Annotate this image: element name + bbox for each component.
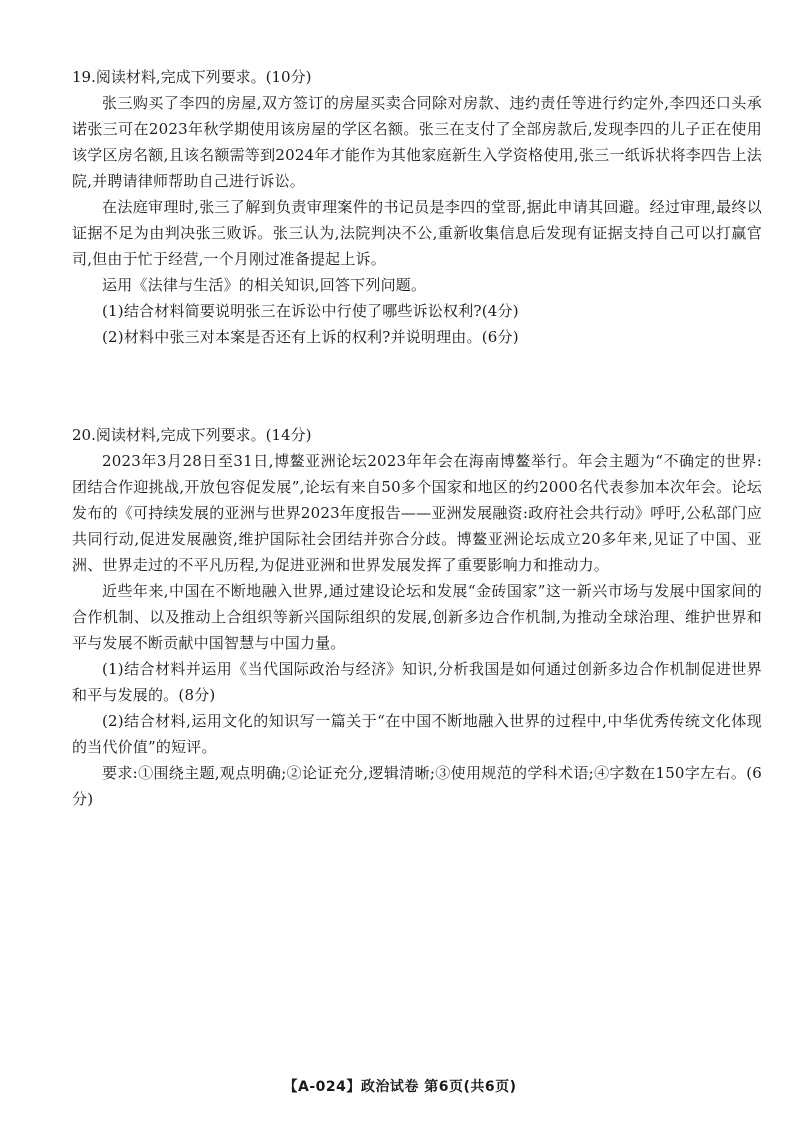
question-20-material-1: 2023年3月28日至31日,博鳌亚洲论坛2023年年会在海南博鳌举行。年会主题为“不确定的世界:团结合作迎挑战,开放包容促发展”,论坛有来自50多个国家和地区的约2000名代表参加本次年会。论坛发布的《可持续发展的亚洲与世界2023年度报告——亚洲发展融资:政府社会共行动》呼吁,公私部门应共同行动,促进发展融资,维护国际社会团结并弥合分歧。博鳌亚洲论坛成立20多年来,见证了中国、亚洲、世界走过的不平凡历程,为促进亚洲和世界发展发挥了重要影响力和推动力。: [72, 452, 762, 574]
question-20-requirements: 要求:①围绕主题,观点明确;②论证充分,逻辑清晰;③使用规范的学科术语;④字数在150字左右。(6分): [72, 764, 762, 808]
question-19-material-1: 张三购买了李四的房屋,双方签订的房屋买卖合同除对房款、违约责任等进行约定外,李四还口头承诺张三可在2023年秋学期使用该房屋的学区名额。张三在支付了全部房款后,发现李四的儿子正在使用该学区房名额,且该名额需等到2024年才能作为其他家庭新生入学资格使用,张三一纸诉状将李四告上法院,并聘请律师帮助自己进行诉讼。: [72, 94, 762, 190]
page-footer: 【A-024】政治试卷 第6页(共6页): [283, 1079, 517, 1095]
question-19-sub-2: (2)材料中张三对本案是否还有上诉的权利?并说明理由。(6分): [102, 328, 519, 346]
question-19-title: 19.阅读材料,完成下列要求。(10分): [72, 68, 312, 86]
question-20-sub-1: (1)结合材料并运用《当代国际政治与经济》知识,分析我国是如何通过创新多边合作机制促进世界和平与发展的。(8分): [72, 660, 762, 704]
question-20-material-2: 近些年来,中国在不断地融入世界,通过建设论坛和发展“金砖国家”这一新兴市场与发展中国家间的合作机制、以及推动上合组织等新兴国际组织的发展,创新多边合作机制,为推动全球治理、维护世界和平与发展不断贡献中国智慧与中国力量。: [72, 582, 762, 652]
question-20-sub-2: (2)结合材料,运用文化的知识写一篇关于“在中国不断地融入世界的过程中,中华优秀传统文化体现的当代价值”的短评。: [72, 712, 762, 756]
question-20: [72, 422, 762, 812]
question-19-sub-1: (1)结合材料简要说明张三在诉讼中行使了哪些诉讼权利?(4分): [102, 302, 519, 320]
question-20-title: 20.阅读材料,完成下列要求。(14分): [72, 426, 312, 444]
question-19: [72, 64, 762, 350]
question-19-instruction: 运用《法律与生活》的相关知识,回答下列问题。: [102, 276, 427, 294]
question-19-material-2: 在法庭审理时,张三了解到负责审理案件的书记员是李四的堂哥,据此申请其回避。经过审理,最终以证据不足为由判决张三败诉。张三认为,法院判决不公,重新收集信息后发现有证据支持自己可以打赢官司,但由于忙于经营,一个月刚过准备提起上诉。: [72, 198, 762, 268]
